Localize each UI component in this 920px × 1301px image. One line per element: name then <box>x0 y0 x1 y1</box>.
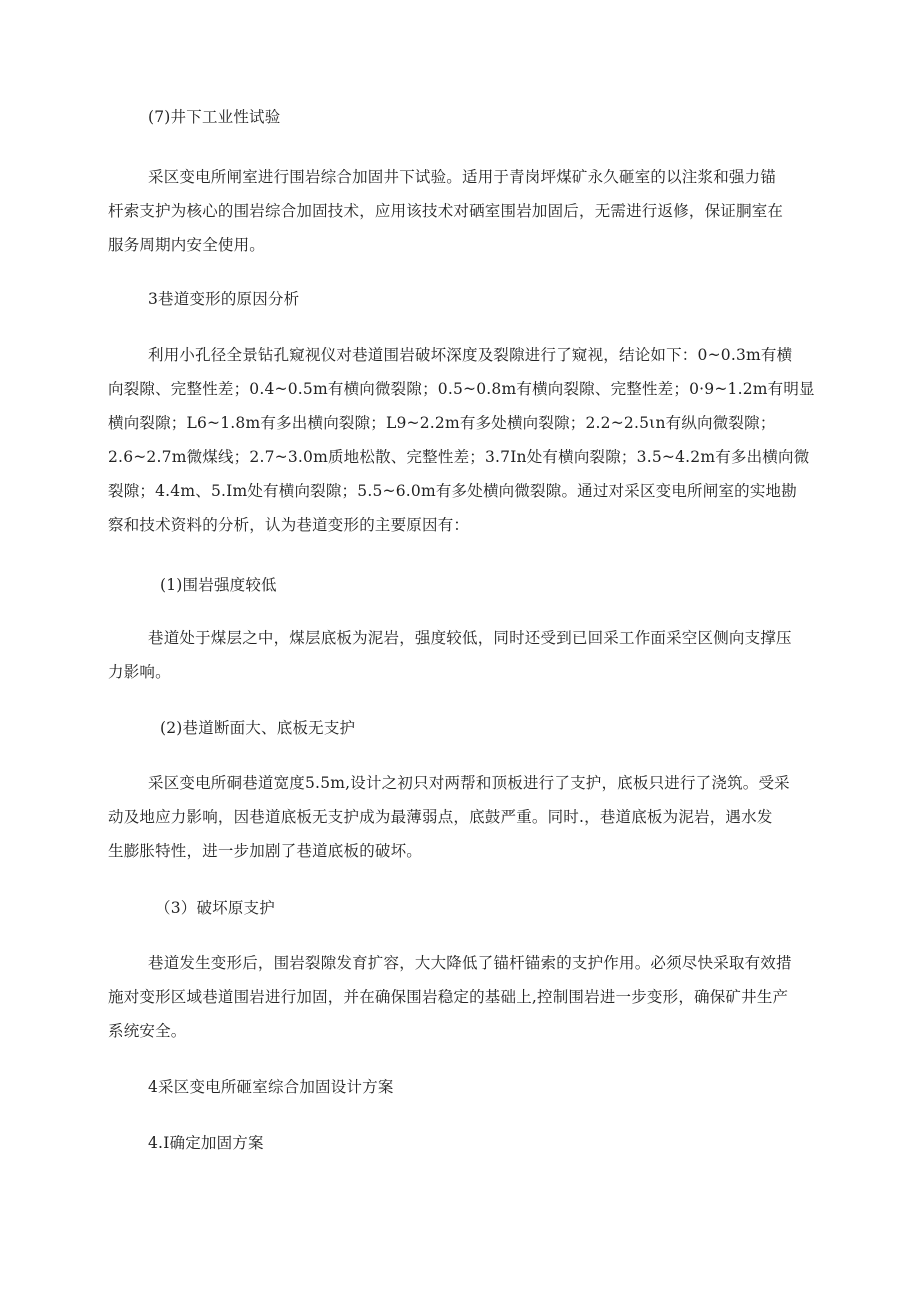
cause-3-heading: （3）破坏原支护 <box>155 899 275 917</box>
cause-2-heading: (2)巷道断面大、底板无支护 <box>160 719 356 737</box>
paragraph-1-line-2: 杆索支护为核心的围岩综合加固技术，应用该技术对硒室围岩加固后，无需进行返修，保证胴室在 <box>108 202 784 220</box>
section-4-1-heading: 4.I确定加固方案 <box>148 1134 264 1152</box>
section-7-heading: (7)井下工业性试验 <box>148 108 281 126</box>
section-3-heading: 3巷道变形的原因分析 <box>148 290 300 308</box>
paragraph-2-line-6: 察和技术资料的分析，认为巷道变形的主要原因有： <box>108 516 470 534</box>
paragraph-5-line-2: 施对变形区域巷道围岩进行加固，并在确保围岩稳定的基础上,控制围岩进一步变形，确保矿井生产 <box>108 988 789 1006</box>
paragraph-4-line-3: 生膨胀特性，进一步加剧了巷道底板的破坏。 <box>108 842 423 860</box>
paragraph-2-line-3: 横向裂隙；L6~1.8m有多出横向裂隙；L9~2.2m有多处横向裂隙；2.2~2.5ιn有纵向微裂隙； <box>108 414 776 432</box>
section-4-heading: 4采区变电所砸室综合加固设计方案 <box>148 1078 394 1096</box>
paragraph-2-line-5: 裂隙；4.4m、5.Im处有横向裂隙；5.5~6.0m有多处横向微裂隙。通过对采区变电所闸室的实地勘 <box>108 482 797 500</box>
paragraph-5-line-3: 系统安全。 <box>108 1022 187 1040</box>
paragraph-4-line-2: 动及地应力影响，因巷道底板无支护成为最薄弱点，底鼓严重。同时.，巷道底板为泥岩，遇水发 <box>108 808 773 826</box>
paragraph-4-line-1: 采区变电所硐巷道宽度5.5m,设计之初只对两帮和顶板进行了支护，底板只进行了浇筑。受采 <box>148 774 790 792</box>
paragraph-1-line-3: 服务周期内安全使用。 <box>108 236 266 254</box>
paragraph-1-line-1: 采区变电所闸室进行围岩综合加固井下试验。适用于青岗坪煤矿永久砸室的以注浆和强力锚 <box>148 168 777 186</box>
paragraph-2-line-1: 利用小孔径全景钻孔窥视仪对巷道围岩破坏深度及裂隙进行了窥视，结论如下：0~0.3m有横 <box>148 346 793 364</box>
cause-1-heading: (1)围岩强度较低 <box>160 576 277 594</box>
paragraph-2-line-4: 2.6~2.7m微煤线；2.7~3.0m质地松散、完整性差；3.7In处有横向裂隙；3.5~4.2m有多出横向微 <box>108 448 810 466</box>
paragraph-3-line-2: 力影响。 <box>108 663 171 681</box>
paragraph-5-line-1: 巷道发生变形后，围岩裂隙发育扩容，大大降低了锚杆锚索的支护作用。必须尽快采取有效措 <box>148 954 792 972</box>
paragraph-2-line-2: 向裂隙、完整性差；0.4~0.5m有横向微裂隙；0.5~0.8m有横向裂隙、完整性差；0·9~1.2m有明显 <box>108 380 815 398</box>
paragraph-3-line-1: 巷道处于煤层之中，煤层底板为泥岩，强度较低，同时还受到已回采工作面采空区侧向支撑压 <box>148 629 792 647</box>
